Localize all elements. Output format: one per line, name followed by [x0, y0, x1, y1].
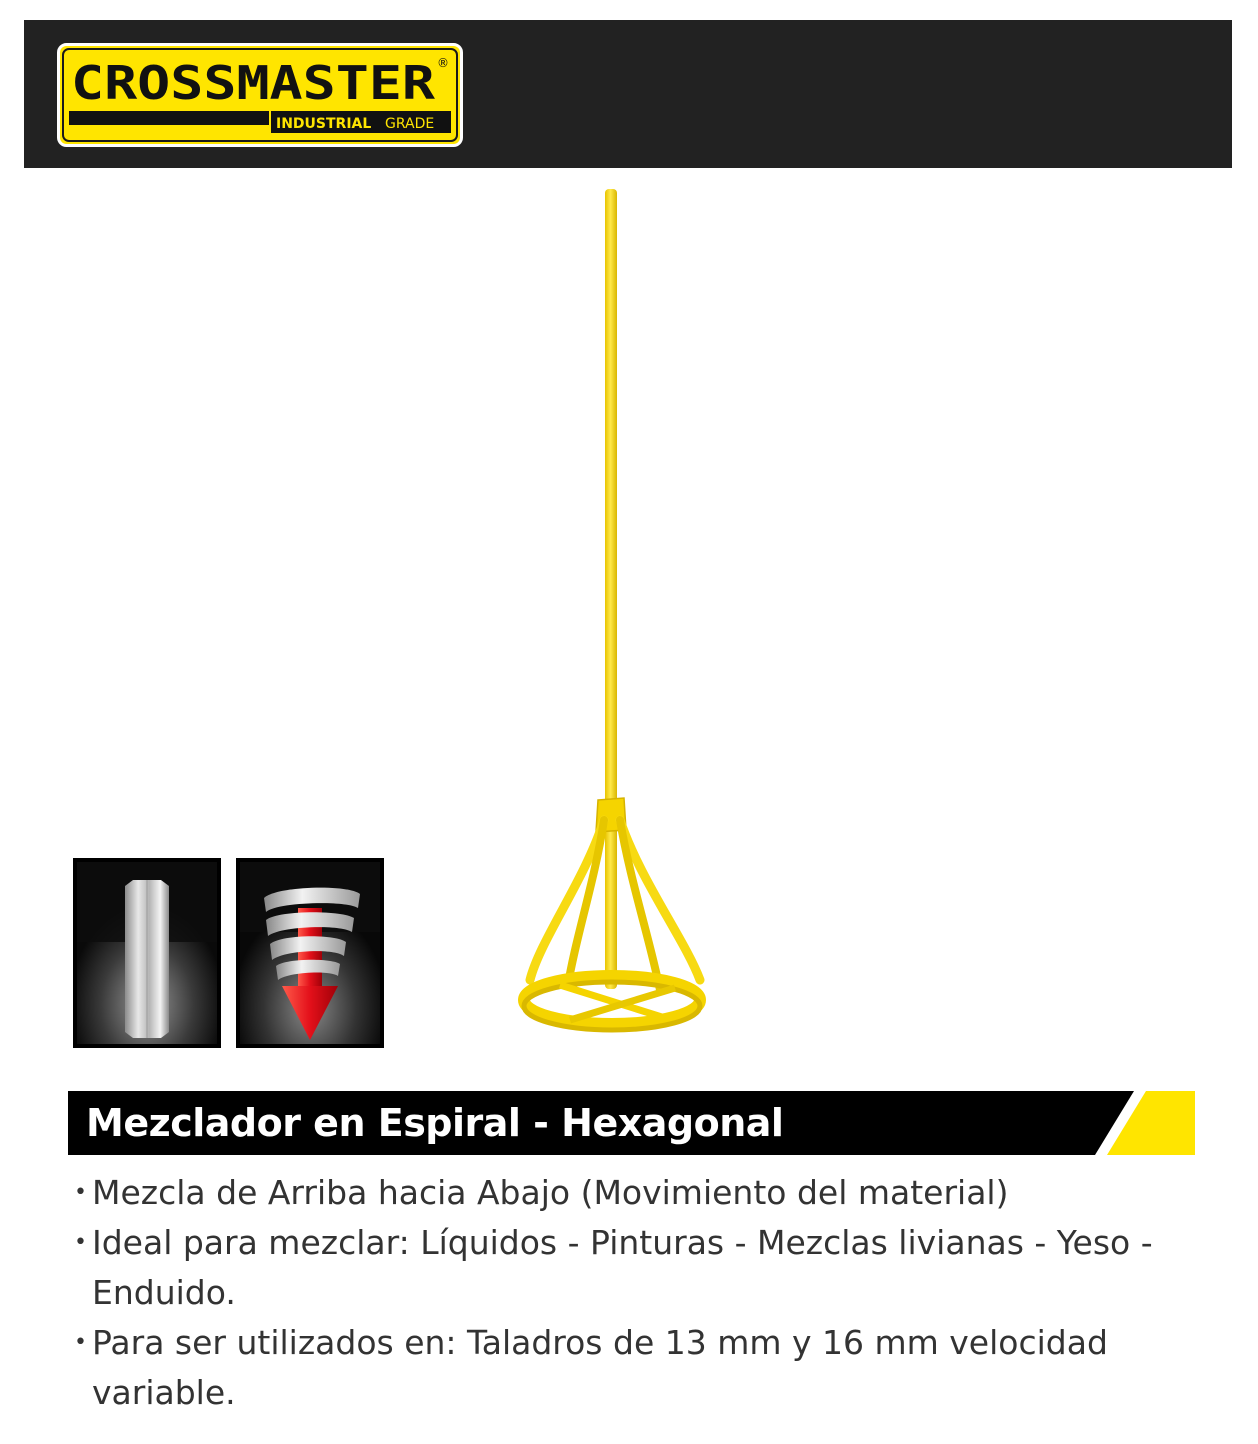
- feature-list: [74, 1168, 1204, 1418]
- feature-item: [74, 1318, 1204, 1418]
- bullet-icon: •: [74, 1330, 87, 1355]
- crossmaster-logo: [57, 43, 463, 147]
- spiral-mixer-product-image: [500, 180, 740, 1050]
- svg-text:CROSSMASTER: CROSSMASTER: [71, 56, 436, 110]
- feature-text: Para ser utilizados en: Taladros de 13 mm y 16 mm velocidad variable.: [92, 1323, 1108, 1412]
- spiral-down-flow-icon: [236, 858, 384, 1048]
- feature-item: [74, 1218, 1204, 1318]
- hex-shank-icon: [73, 858, 221, 1048]
- svg-text:INDUSTRIAL: INDUSTRIAL: [276, 116, 372, 132]
- product-title: Mezclador en Espiral - Hexagonal: [86, 1101, 784, 1145]
- product-title-bar: [68, 1091, 1195, 1155]
- bullet-icon: •: [74, 1230, 87, 1255]
- svg-text:®: ®: [437, 56, 449, 70]
- bullet-icon: •: [74, 1180, 87, 1205]
- feature-text: Mezcla de Arriba hacia Abajo (Movimiento del material): [92, 1173, 1009, 1212]
- feature-item: [74, 1168, 1204, 1218]
- svg-text:GRADE: GRADE: [385, 116, 435, 132]
- feature-text: Ideal para mezclar: Líquidos - Pinturas - Mezclas livianas - Yeso - Enduido.: [92, 1223, 1153, 1312]
